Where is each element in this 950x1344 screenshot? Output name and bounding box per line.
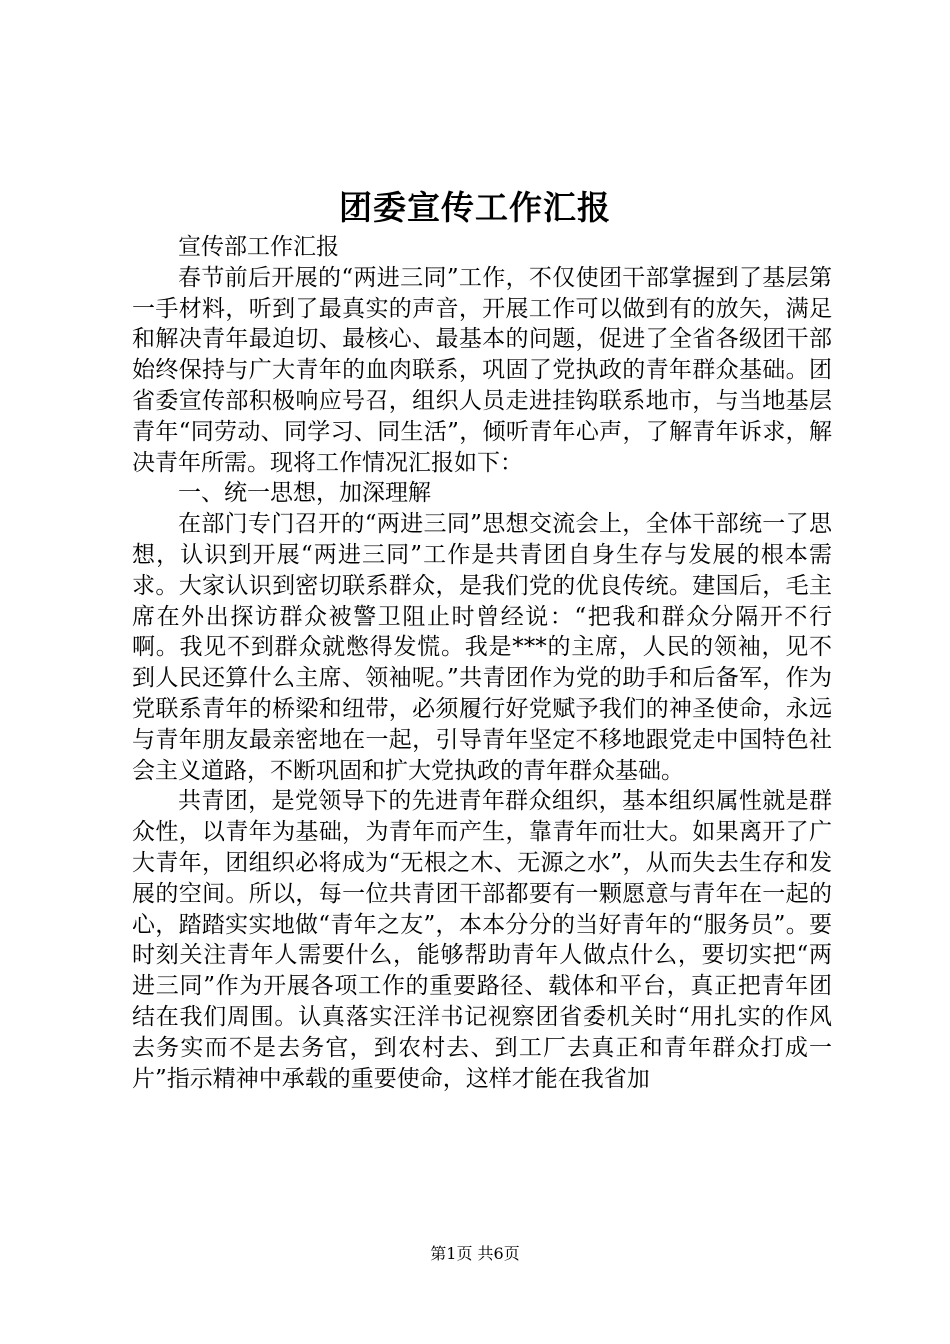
paragraph-heading-dept: 宣传部工作汇报 bbox=[178, 234, 339, 260]
document-title: 团委宣传工作汇报 bbox=[339, 188, 611, 227]
paragraph-thought-exchange: 在部门专门召开的“两进三同”思想交流会上，全体干部统一了思想，认识到开展“两进三同”工作是共青团自身生存与发展的根本需求。大家认识到密切联系群众，是我们党的优良传统。建国后，毛主席在外出探访群众被警卫阻止时曾经说：“把我和群众分隔开不行啊。我见不到群众就憋得发慌。我是***的主席，人民的领袖，见不到人民还算什么主席、领袖呢。”共青团作为党的助手和后备军，作为党联系青年的桥梁和纽带，必须履行好党赋予我们的神圣使命，永远与青年朋友最亲密地在一起，引导青年坚定不移地跟党走中国特色社会主义道路，不断巩固和扩大党执政的青年群众基础。 bbox=[132, 511, 832, 784]
paragraph-youth-league: 共青团，是党领导下的先进青年群众组织，基本组织属性就是群众性，以青年为基础，为青年而产生，靠青年而壮大。如果离开了广大青年，团组织必将成为“无根之木、无源之水”，从而失去生存和发展的空间。所以，每一位共青团干部都要有一颗愿意与青年在一起的心，踏踏实实地做“青年之友”，本本分分的当好青年的“服务员”。要时刻关注青年人需要什么，能够帮助青年人做点什么，要切实把“两进三同”作为开展各项工作的重要路径、载体和平台，真正把青年团结在我们周围。认真落实汪洋书记视察团省委机关时“用扎实的作风去务实而不是去务官，到农村去、到工厂去真正和青年群众打成一片”指示精神中承载的重要使命，这样才能在我省加 bbox=[132, 788, 832, 1092]
section-heading-1: 一、统一思想，加深理解 bbox=[178, 480, 431, 507]
document-body bbox=[132, 232, 832, 1094]
paragraph-intro: 春节前后开展的“两进三同”工作，不仅使团干部掌握到了基层第一手材料，听到了最真实的声音，开展工作可以做到有的放矢，满足和解决青年最迫切、最核心、最基本的问题，促进了全省各级团干部始终保持与广大青年的血肉联系，巩固了党执政的青年群众基础。团省委宣传部积极响应号召，组织人员走进挂钩联系地市，与当地基层青年“同劳动、同学习、同生活”，倾听青年心声，了解青年诉求，解决青年所需。现将工作情况汇报如下： bbox=[132, 264, 832, 476]
page-number-footer: 第1页 共6页 bbox=[430, 1244, 520, 1263]
